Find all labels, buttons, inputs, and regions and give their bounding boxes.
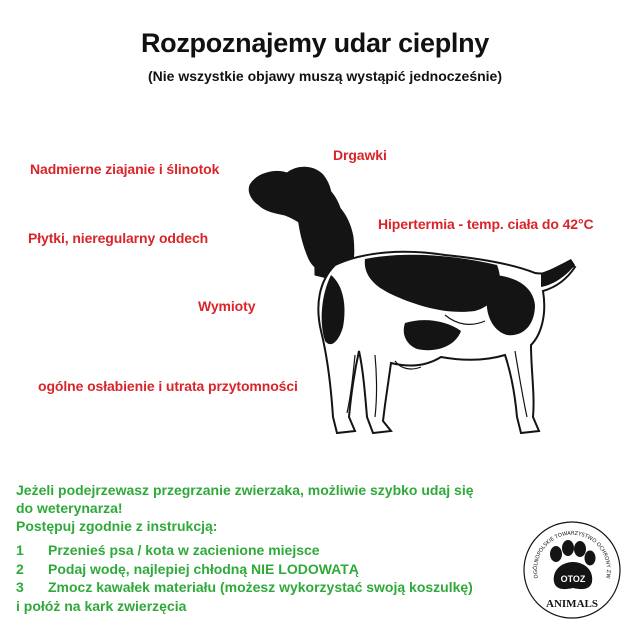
step-2: [16, 560, 536, 579]
advice-line-2: do weterynarza!: [16, 500, 123, 516]
symptom-vomiting: Wymioty: [198, 298, 256, 314]
symptom-shallow-breathing: Płytki, nieregularny oddech: [28, 230, 209, 246]
page-title: Rozpoznajemy udar cieplny: [140, 28, 490, 58]
logo-ring-text: OGÓLNOPOLSKIE TOWARZYSTWO OCHRONY ZW: [532, 530, 612, 579]
advice-block: [16, 481, 536, 535]
symptom-drooling: Nadmierne ziajanie i ślinotok: [30, 161, 220, 177]
step-text: Przenieś psa / kota w zacienione miejsce: [48, 542, 320, 558]
step-number: 2: [16, 560, 24, 577]
advice-line-3: Postępuj zgodnie z instrukcją:: [16, 518, 218, 534]
otoz-animals-logo: [522, 520, 622, 620]
symptom-seizures: Drgawki: [333, 147, 387, 163]
page-subtitle: (Nie wszystkie objawy muszą wystąpić jednocześnie): [147, 68, 502, 84]
symptom-hyperthermia: Hipertermia - temp. ciała do 42°C: [378, 216, 594, 232]
step-1: [16, 541, 536, 560]
symptom-weakness: ogólne osłabienie i utrata przytomności: [38, 378, 298, 394]
step-number: 1: [16, 542, 24, 558]
step-number: 3: [16, 579, 24, 595]
step-3-continuation: i połóż na kark zwierzęcia: [16, 597, 187, 614]
instruction-steps: [16, 541, 536, 615]
logo-bottom-text: ANIMALS: [546, 598, 598, 610]
advice-line-1: Jeżeli podejrzewasz przegrzanie zwierzaka, możliwie szybko udaj się: [16, 482, 474, 498]
step-text: Podaj wodę, najlepiej chłodną NIE LODOWATĄ: [48, 560, 359, 577]
step-text: Zmocz kawałek materiału (możesz wykorzystać swoją koszulkę): [48, 579, 473, 595]
logo-center-text: OTOZ: [560, 574, 586, 584]
dog-illustration: [235, 155, 580, 460]
step-3: [16, 578, 536, 597]
